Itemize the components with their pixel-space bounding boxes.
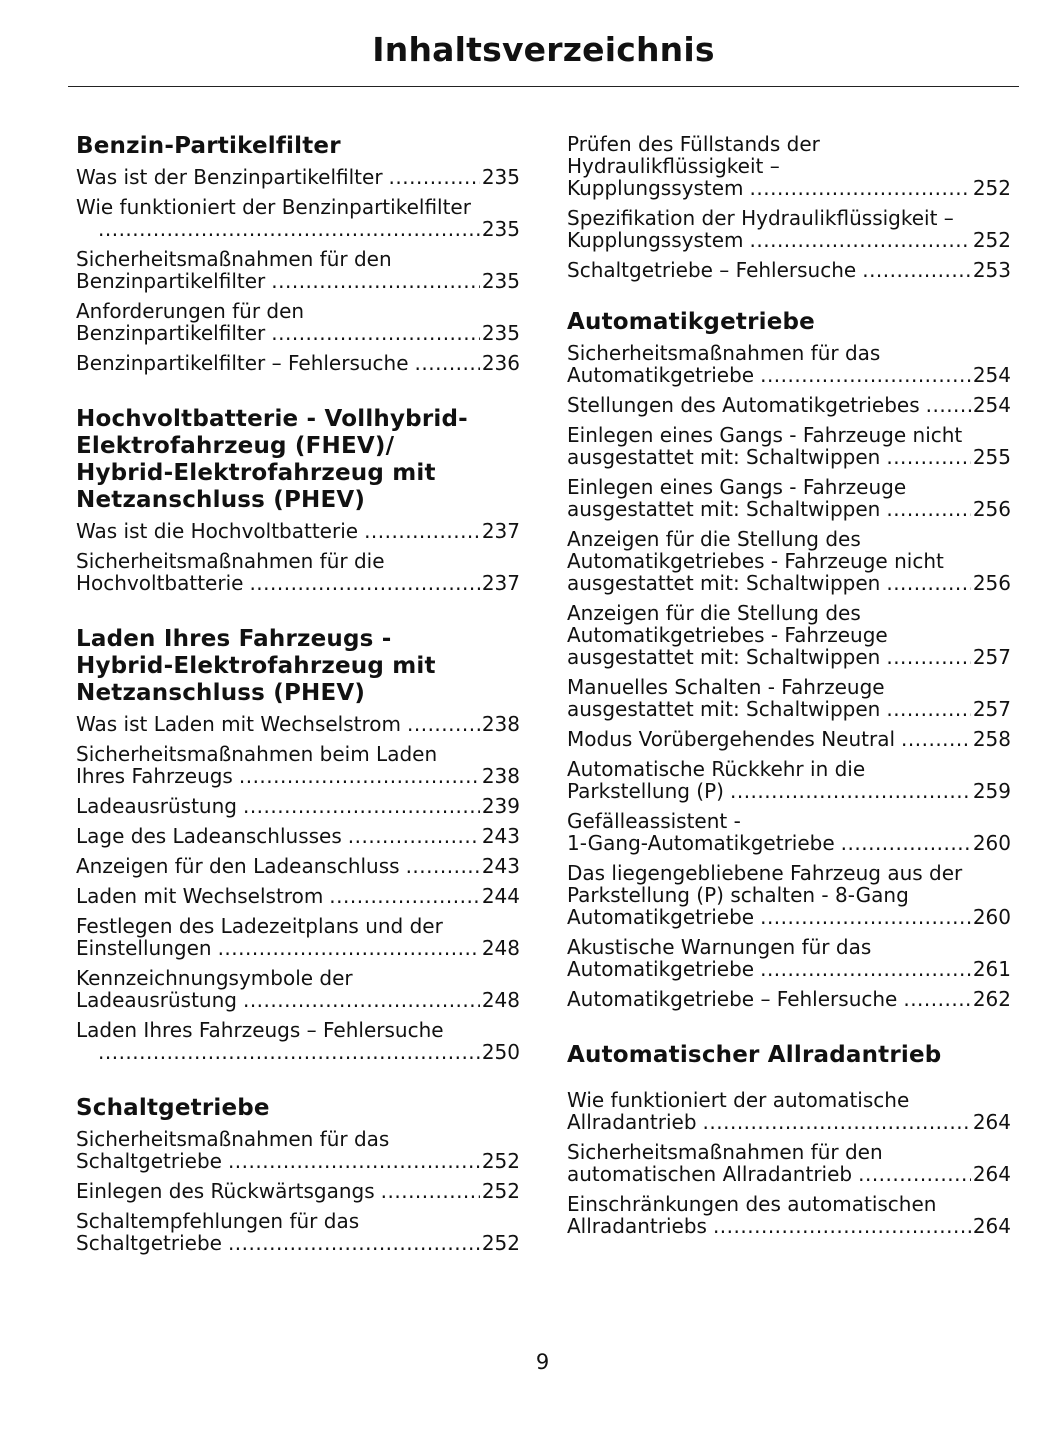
toc-entry-page: 252 [481,1149,520,1173]
toc-entry-text: ausgestattet mit: Schaltwippen [567,645,881,669]
toc-entry-text: ausgestattet mit: Schaltwippen [567,497,881,521]
toc-entry-schaltempfehlungen-fur-das[interactable] [76,1210,520,1254]
dot-leader [886,698,970,720]
toc-entry-spezifikation-der-hydraulikflussigkeit[interactable] [567,207,1011,251]
toc-entry-text: Lage des Ladeanschlusses [76,824,342,848]
toc-entry-ladeausrustung[interactable] [76,795,520,817]
section-heading-line: Hochvoltbatterie - Vollhybrid- [76,406,468,432]
toc-entry-gefalleassistent[interactable] [567,810,1011,854]
toc-entry-text: Ladeausrüstung [76,794,237,818]
dot-leader [271,270,480,292]
toc-entry-text: Automatikgetriebe – Fehlersuche [567,987,898,1011]
toc-entry-was-ist-der-benzinpartikelfilter[interactable] [76,166,520,188]
toc-entry-page: 254 [972,363,1011,387]
toc-entry-page: 238 [481,764,520,788]
toc-entry-text: Laden mit Wechselstrom [76,884,324,908]
toc-entry-page: 235 [481,321,520,345]
dot-leader [886,446,970,468]
toc-entry-text: Kupplungssystem [567,228,744,252]
dot-leader [886,572,970,594]
toc-entry-page: 244 [481,884,520,908]
toc-entry-text: Automatikgetriebes - Fahrzeuge nicht [567,549,944,573]
toc-entry-page: 264 [972,1214,1011,1238]
page-title: Inhaltsverzeichnis [372,30,715,69]
toc-entry-text: Parkstellung (P) schalten - 8-Gang [567,883,909,907]
page-number: 9 [535,1350,550,1374]
toc-entry-automatische-ruckkehr-in-die[interactable] [567,758,1011,802]
toc-entry-text: Wie funktioniert der Benzinpartikelfilter [76,195,471,219]
toc-entry-text: Einschränkungen des automatischen [567,1192,937,1216]
toc-entry-text: Hochvoltbatterie [76,571,244,595]
toc-entry-text: Modus Vorübergehendes Neutral [567,727,896,751]
dot-leader [903,988,970,1010]
toc-entry-text: Benzinpartikelfilter [76,321,266,345]
dot-leader [98,218,480,240]
section-heading [76,626,520,707]
toc-entry-text: Anzeigen für die Stellung des [567,601,861,625]
section-heading [76,133,520,160]
toc-entry-was-ist-die-hochvoltbatterie[interactable] [76,520,520,542]
toc-entry-page: 255 [972,445,1011,469]
toc-entry-page: 235 [481,217,520,241]
toc-section [76,1095,520,1254]
toc-left-column [76,133,520,1286]
toc-entry-page: 257 [972,697,1011,721]
toc-entry-einschrankungen-des-automatischen[interactable] [567,1193,1011,1237]
toc-entry-kennzeichnungsymbole-der[interactable] [76,967,520,1011]
toc-entry-page: 259 [972,779,1011,803]
section-heading-line: Hybrid-Elektrofahrzeug mit [76,653,436,679]
toc-entry-page: 264 [972,1110,1011,1134]
toc-right-column [567,133,1011,1269]
toc-entry-text: Automatikgetriebe [567,905,755,929]
toc-section [567,1042,1011,1237]
toc-entry-text: Wie funktioniert der automatische [567,1088,910,1112]
toc-entry-sicherheitsmassnahmen-fur-das[interactable] [567,342,1011,386]
toc-entry-text: Ladeausrüstung [76,988,237,1012]
dot-leader [249,572,479,594]
toc-entry-page: 235 [481,165,520,189]
toc-entry-sicherheitsmassnahmen-fur-die[interactable] [76,550,520,594]
dot-leader [243,795,480,817]
toc-entry-text: Sicherheitsmaßnahmen für den [76,247,392,271]
dot-leader [886,498,970,520]
toc-entry-festlegen-des-ladezeitplans-und-der[interactable] [76,915,520,959]
toc-entry-anzeigen-fur-die-stellung-des[interactable] [567,528,1011,594]
section-heading-line: Benzin-Partikelfilter [76,133,341,159]
toc-entry-einlegen-eines-gangs-fahrzeuge-nicht[interactable] [567,424,1011,468]
dot-leader [841,832,971,854]
section-heading-line: Automatikgetriebe [567,309,815,335]
toc-entry-text: Gefälleassistent - [567,809,741,833]
section-heading [567,309,1011,336]
toc-entry-anzeigen-fur-den-ladeanschluss[interactable] [76,855,520,877]
toc-entry-text: Automatikgetriebe [567,363,755,387]
toc-entry-text: Prüfen des Füllstands der [567,132,820,156]
toc-entry-manuelles-schalten-fahrzeuge[interactable] [567,676,1011,720]
toc-entry-text: Automatikgetriebes - Fahrzeuge [567,623,888,647]
dot-leader [886,646,970,668]
toc-entry-page: 252 [481,1179,520,1203]
toc-entry-page: 258 [972,727,1011,751]
dot-leader [406,855,480,877]
dot-leader [228,1232,480,1254]
toc-entry-text: ausgestattet mit: Schaltwippen [567,445,881,469]
toc-entry-text: Anzeigen für den Ladeanschluss [76,854,400,878]
toc-entry-einlegen-des-ruckwartsgangs[interactable] [76,1180,520,1202]
toc-entry-text: Das liegengebliebene Fahrzeug aus der [567,861,963,885]
toc-entry-text: Einlegen eines Gangs - Fahrzeuge nicht [567,423,963,447]
toc-entry-text: Anzeigen für die Stellung des [567,527,861,551]
dot-leader [926,394,971,416]
toc-entry-page: 254 [972,393,1011,417]
toc-entry-text: Sicherheitsmaßnahmen beim Laden [76,742,438,766]
toc-entry-stellungen-des-automatikgetriebes[interactable] [567,394,1011,416]
toc-entry-laden-ihres-fahrzeugs-fehlersuche[interactable] [76,1019,520,1063]
toc-section [76,406,520,594]
toc-entry-page: 243 [481,854,520,878]
toc-entry-automatikgetriebe-fehlersuche[interactable] [567,988,1011,1010]
toc-entry-page: 253 [972,258,1011,282]
dot-leader [98,1041,480,1063]
dot-leader [862,259,971,281]
toc-entry-text: Allradantrieb [567,1110,697,1134]
dot-leader [243,989,480,1011]
toc-entry-page: 237 [481,519,520,543]
toc-entry-page: 243 [481,824,520,848]
dot-leader [760,906,971,928]
dot-leader [415,352,480,374]
dot-leader [858,1163,971,1185]
toc-section [567,133,1011,281]
toc-entry-text: Kennzeichnungsymbole der [76,966,353,990]
toc-entry-prufen-des-fullstands-der[interactable] [567,133,1011,199]
toc-section [567,309,1011,1010]
section-heading [76,406,520,514]
dot-leader [364,520,480,542]
dot-leader [389,166,480,188]
toc-entry-sicherheitsmassnahmen-fur-das[interactable] [76,1128,520,1172]
dot-leader [730,780,971,802]
toc-entry-anzeigen-fur-die-stellung-des[interactable] [567,602,1011,668]
toc-entry-page: 238 [481,712,520,736]
toc-entry-text: Was ist Laden mit Wechselstrom [76,712,401,736]
toc-entry-text: Benzinpartikelfilter – Fehlersuche [76,351,409,375]
toc-entry-text: Schaltgetriebe – Fehlersuche [567,258,857,282]
toc-entry-page: 252 [972,228,1011,252]
toc-entry-page: 252 [481,1231,520,1255]
toc-entry-wie-funktioniert-der-benzinpartikelfilte[interactable] [76,196,520,240]
toc-entry-text: Anforderungen für den [76,299,305,323]
toc-entry-text: automatischen Allradantrieb [567,1162,853,1186]
toc-entry-text: Spezifikation der Hydraulikflüssigkeit – [567,206,954,230]
toc-entry-text: Benzinpartikelfilter [76,269,266,293]
section-heading-line: Netzanschluss (PHEV) [76,680,366,706]
toc-entry-text: Allradantriebs [567,1214,707,1238]
toc-entry-text: Stellungen des Automatikgetriebes [567,393,920,417]
toc-entry-page: 237 [481,571,520,595]
toc-entry-page: 236 [481,351,520,375]
dot-leader [239,765,480,787]
toc-entry-modus-vorubergehendes-neutral[interactable] [567,728,1011,750]
dot-leader [703,1111,971,1133]
toc-entry-page: 235 [481,269,520,293]
section-heading-line: Elektrofahrzeug (FHEV)/ [76,433,395,459]
toc-entry-text: Automatische Rückkehr in die [567,757,866,781]
toc-entry-page: 262 [972,987,1011,1011]
toc-entry-sicherheitsmassnahmen-fur-den[interactable] [76,248,520,292]
toc-entry-page: 260 [972,831,1011,855]
toc-entry-text: Einstellungen [76,936,212,960]
toc-entry-page: 256 [972,571,1011,595]
toc-entry-text: Schaltempfehlungen für das [76,1209,360,1233]
toc-entry-page: 261 [972,957,1011,981]
toc-entry-text: Laden Ihres Fahrzeugs – Fehlersuche [76,1018,444,1042]
toc-entry-text: Kupplungssystem [567,176,744,200]
toc-entry-text: Sicherheitsmaßnahmen für die [76,549,385,573]
dot-leader [348,825,480,847]
toc-entry-page: 239 [481,794,520,818]
toc-section [76,626,520,1063]
toc-entry-page: 250 [481,1040,520,1064]
toc-entry-text: Sicherheitsmaßnahmen für das [76,1127,390,1151]
toc-entry-lage-des-ladeanschlusses[interactable] [76,825,520,847]
toc-entry-text: Festlegen des Ladezeitplans und der [76,914,443,938]
section-heading-line: Automatischer Allradantrieb [567,1042,942,1068]
toc-entry-text: 1-Gang-Automatikgetriebe [567,831,835,855]
toc-entry-was-ist-laden-mit-wechselstrom[interactable] [76,713,520,735]
toc-entry-benzinpartikelfilter-fehlersuche[interactable] [76,352,520,374]
toc-entry-akustische-warnungen-fur-das[interactable] [567,936,1011,980]
title-divider [68,86,1019,87]
toc-entry-das-liegengebliebene-fahrzeug-aus-der[interactable] [567,862,1011,928]
toc-entry-laden-mit-wechselstrom[interactable] [76,885,520,907]
toc-entry-text: ausgestattet mit: Schaltwippen [567,697,881,721]
toc-entry-text: Manuelles Schalten - Fahrzeuge [567,675,885,699]
toc-entry-text: Akustische Warnungen für das [567,935,872,959]
toc-entry-page: 248 [481,936,520,960]
toc-entry-text: Was ist der Benzinpartikelfilter [76,165,383,189]
toc-entry-sicherheitsmassnahmen-beim-laden[interactable] [76,743,520,787]
toc-entry-text: Was ist die Hochvoltbatterie [76,519,359,543]
toc-section [76,133,520,374]
section-heading [567,1042,1011,1069]
section-heading-line: Hybrid-Elektrofahrzeug mit [76,460,436,486]
dot-leader [713,1215,971,1237]
dot-leader [407,713,480,735]
dot-leader [329,885,480,907]
toc-entry-page: 248 [481,988,520,1012]
dot-leader [901,728,971,750]
toc-entry-page: 264 [972,1162,1011,1186]
toc-entry-page: 256 [972,497,1011,521]
toc-entry-schaltgetriebe-fehlersuche[interactable] [567,259,1011,281]
section-heading-line: Schaltgetriebe [76,1095,270,1121]
section-heading [76,1095,520,1122]
dot-leader [228,1150,480,1172]
dot-leader [218,937,480,959]
dot-leader [750,229,971,251]
toc-entry-text: Schaltgetriebe [76,1149,222,1173]
toc-entry-page: 257 [972,645,1011,669]
dot-leader [760,364,971,386]
dot-leader [760,958,971,980]
dot-leader [750,177,971,199]
toc-entry-sicherheitsmassnahmen-fur-den[interactable] [567,1141,1011,1185]
toc-entry-text: ausgestattet mit: Schaltwippen [567,571,881,595]
section-heading-line: Netzanschluss (PHEV) [76,487,366,513]
toc-entry-page: 260 [972,905,1011,929]
dot-leader [271,322,480,344]
toc-entry-text: Parkstellung (P) [567,779,724,803]
toc-entry-text: Schaltgetriebe [76,1231,222,1255]
toc-entry-page: 252 [972,176,1011,200]
toc-entry-text: Sicherheitsmaßnahmen für das [567,341,881,365]
toc-entry-text: Einlegen des Rückwärtsgangs [76,1179,375,1203]
toc-entry-text: Sicherheitsmaßnahmen für den [567,1140,883,1164]
toc-entry-text: Automatikgetriebe [567,957,755,981]
toc-entry-text: Ihres Fahrzeugs [76,764,233,788]
toc-entry-anforderungen-fur-den[interactable] [76,300,520,344]
toc-entry-einlegen-eines-gangs-fahrzeuge[interactable] [567,476,1011,520]
dot-leader [381,1180,480,1202]
toc-entry-text: Einlegen eines Gangs - Fahrzeuge [567,475,907,499]
toc-entry-text: Hydraulikflüssigkeit – [567,154,780,178]
toc-entry-wie-funktioniert-der-automatische[interactable] [567,1089,1011,1133]
section-heading-line: Laden Ihres Fahrzeugs - [76,626,392,652]
